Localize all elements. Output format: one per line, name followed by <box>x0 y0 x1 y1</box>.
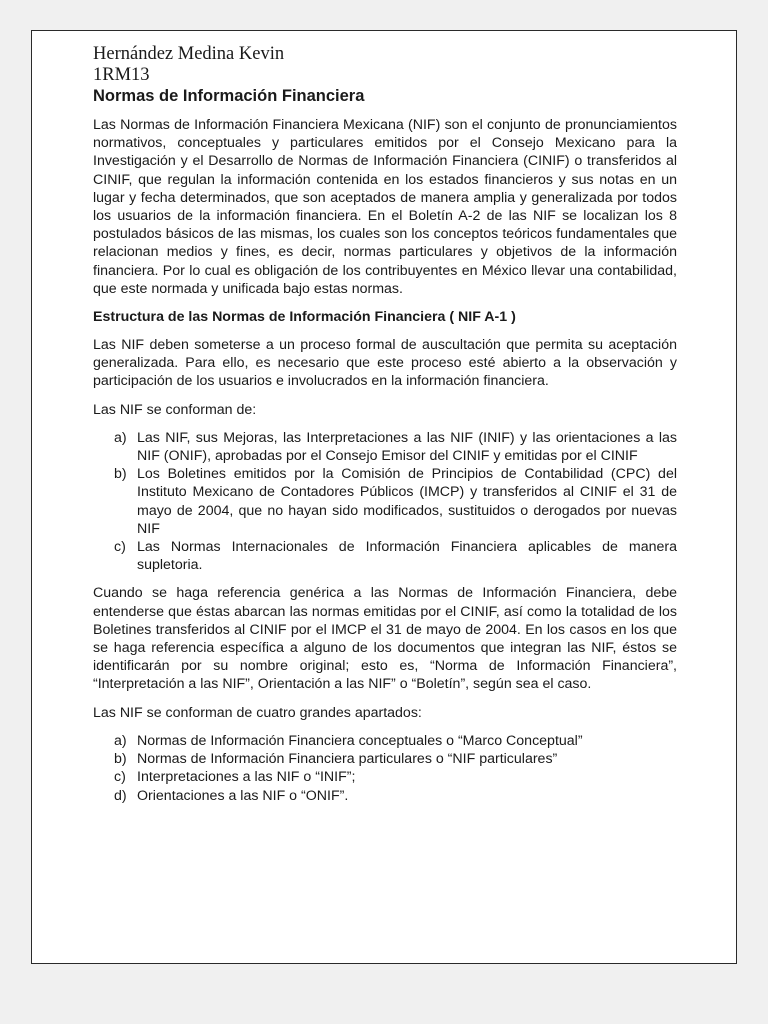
list-item-text: Normas de Información Financiera conceptuales o “Marco Conceptual” <box>137 732 583 749</box>
reference-paragraph: Cuando se haga referencia genérica a las Normas de Información Financiera, debe entenderse que éstas abarcan las normas emitidas por el CINIF, así como la totalidad de los Boletines transferidos al CINIF por el IMCP el 31 de mayo de 2004. En los casos en los que se haga referencia específica a alguno de los documentos que integran las NIF, éstos se identificarán por su nombre original; esto es, “Norma de Información Financiera”, “Interpretación a las NIF”, Orientación a las NIF” o “Boletín”, según sea el caso. <box>93 585 677 693</box>
list-marker: a) <box>114 732 127 749</box>
sections-intro: Las NIF se conforman de cuatro grandes apartados: <box>93 704 422 721</box>
list-marker: b) <box>114 466 127 483</box>
intro-paragraph: Las Normas de Información Financiera Mexicana (NIF) son el conjunto de pronunciamientos normativos, conceptuales y particulares emitidos por el Consejo Mexicano para la Investigación y el Desarrollo de Normas de Información Financiera (CINIF) o transferidos al CINIF, que regulan la información contenida en los estados financieros y sus notas en un lugar y fecha determinados, que son aceptados de manera amplia y generalizada por todos los usuarios de la información financiera. En el Boletín A-2 de las NIF se localizan los 8 postulados básicos de las mismas, los cuales son los conceptos teóricos fundamentales que relacionan medios y fines, es decir, normas particulares y objetivos de la información financiera. Por lo cual es obligación de los contribuyentes en México llevar una contabilidad, que este normada y unificada bajo estas normas. <box>93 117 677 297</box>
list-marker: c) <box>114 539 126 556</box>
process-paragraph: Las NIF deben someterse a un proceso formal de auscultación que permita su aceptación generalizada. Para ello, es necesario que este proceso esté abierto a la observación y participación de los usuarios e involucrados en la información financiera. <box>93 337 677 390</box>
list-item-text: Orientaciones a las NIF o “ONIF”. <box>137 787 349 804</box>
author-name: Hernández Medina Kevin <box>93 44 285 64</box>
sections-list <box>93 732 677 805</box>
list-marker: a) <box>114 429 127 446</box>
list-marker: d) <box>114 787 127 804</box>
list-item <box>93 429 677 465</box>
list-item <box>93 465 677 538</box>
list-marker: c) <box>114 769 126 786</box>
conform-list <box>93 429 677 575</box>
list-item <box>93 768 677 786</box>
list-item <box>93 787 677 805</box>
list-item-text: Las NIF, sus Mejoras, las Interpretaciones a las NIF (INIF) y las orientaciones a las NIF (ONIF), aprobadas por el Consejo Emisor del CINIF y emitidas por el CINIF <box>137 429 677 465</box>
conform-intro: Las NIF se conforman de: <box>93 401 257 418</box>
list-item-text: Las Normas Internacionales de Información Financiera aplicables de manera supletoria. <box>137 539 677 574</box>
list-item-text: Interpretaciones a las NIF o “INIF”; <box>137 769 356 786</box>
list-item-text: Los Boletines emitidos por la Comisión de Principios de Contabilidad (CPC) del Instituto Mexicano de Contadores Públicos (IMCP) y transferidos al CINIF el 31 de mayo de 2004, que no hayan sido modificados, sustituidos o derogados por nuevas NIF <box>137 466 677 537</box>
group-code: 1RM13 <box>93 65 150 85</box>
list-marker: b) <box>114 751 127 768</box>
document-page <box>31 30 737 964</box>
document-content <box>93 44 677 815</box>
list-item <box>93 538 677 574</box>
list-item-text: Normas de Información Financiera particulares o “NIF particulares” <box>137 751 558 768</box>
document-title: Normas de Información Financiera <box>93 87 365 105</box>
structure-heading: Estructura de las Normas de Información Financiera ( NIF A-1 ) <box>93 309 516 326</box>
list-item <box>93 750 677 768</box>
list-item <box>93 732 677 750</box>
